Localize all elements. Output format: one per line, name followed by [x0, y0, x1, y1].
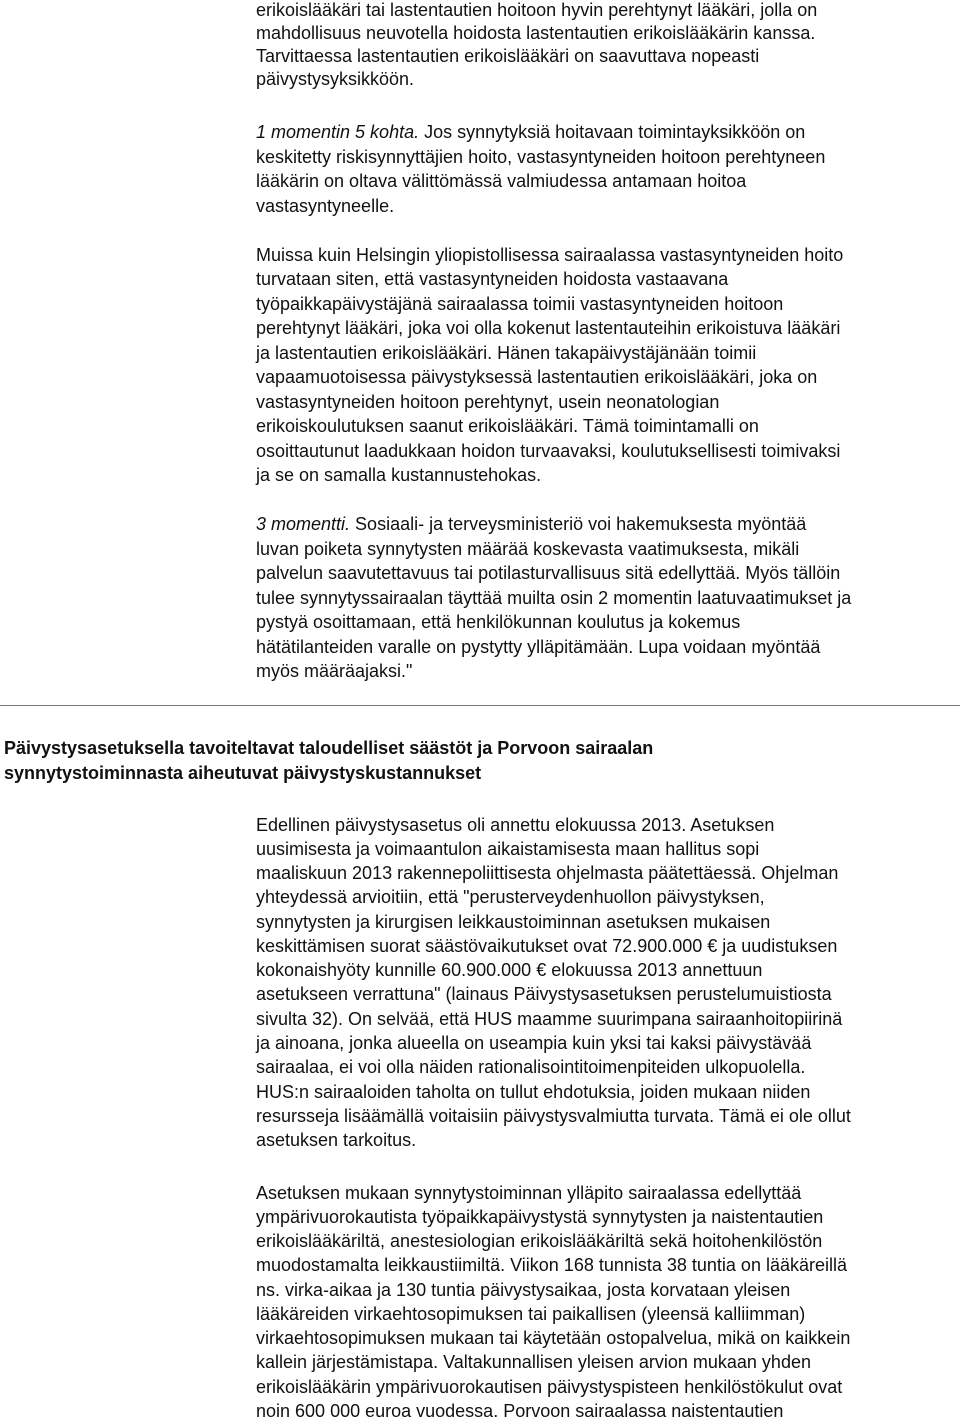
paragraph-5-line: synnytysten ja kirurgisen leikkaustoiminnan asetuksen mukaisen: [256, 912, 771, 932]
paragraph-4-line: tulee synnytyssairaalan täyttää muilta osin 2 momentin laatuvaatimukset ja: [256, 588, 852, 608]
paragraph-4-text: Sosiaali- ja terveysministeriö voi hakemuksesta myöntää: [350, 514, 807, 534]
paragraph-4-line: hätätilanteiden varalle on pystytty ylläpitämään. Lupa voidaan myöntää: [256, 637, 821, 657]
paragraph-1-line: erikoislääkäri tai lastentautien hoitoon hyvin perehtynyt lääkäri, jolla on: [256, 0, 818, 20]
paragraph-6-line: ns. virka-aikaa ja 130 tuntia päivystysaikaa, josta korvataan yleisen: [256, 1280, 791, 1300]
paragraph-3-line: ja se on samalla kustannustehokas.: [256, 465, 542, 485]
paragraph-3-line: Muissa kuin Helsingin yliopistollisessa sairaalassa vastasyntyneiden hoito: [256, 245, 844, 265]
paragraph-3-line: ja lastentautien erikoislääkäri. Hänen takapäivystäjänään toimii: [256, 343, 757, 363]
paragraph-3-line: työpaikkapäivystäjänä sairaalassa toimii vastasyntyneiden hoitoon: [256, 294, 784, 314]
paragraph-5-line: asetukseen verrattuna" (lainaus Päivystysasetuksen perustelumuistiosta: [256, 984, 832, 1004]
paragraph-6-line: muodostamalta leikkaustiimiltä. Viikon 168 tunnista 38 tuntia on lääkäreillä: [256, 1255, 848, 1275]
paragraph-5-line: sivulta 32). On selvää, että HUS maamme suurimpana sairaanhoitopiirinä: [256, 1009, 843, 1029]
paragraph-5-line: maaliskuun 2013 rakennepoliittisesta ohjelmasta päätettäessä. Ohjelman: [256, 863, 839, 883]
paragraph-4-line: [256, 513, 806, 536]
paragraph-4-line: myös määräajaksi.": [256, 661, 413, 681]
paragraph-3-line: vapaamuotoisessa päivystyksessä lastentautien erikoislääkäri, joka on: [256, 367, 818, 387]
paragraph-5-line: asetuksen tarkoitus.: [256, 1130, 417, 1150]
paragraph-6-line: erikoislääkärin ympärivuorokautisen päivystyspisteen henkilöstökulut ovat: [256, 1377, 843, 1397]
paragraph-6-line: kallein järjestämistapa. Valtakunnallisen yleisen arvion mukaan yhden: [256, 1352, 811, 1372]
paragraph-5-line: yhteydessä arvioitiin, että "perusterveydenhuollon päivystyksen,: [256, 887, 765, 907]
paragraph-1-line: Tarvittaessa lastentautien erikoislääkäri on saavuttava nopeasti: [256, 46, 760, 66]
paragraph-2-line: vastasyntyneelle.: [256, 196, 395, 216]
paragraph-5-line: Edellinen päivystysasetus oli annettu elokuussa 2013. Asetuksen: [256, 815, 775, 835]
paragraph-3-line: vastasyntyneiden hoitoon perehtynyt, usein neonatologian: [256, 392, 720, 412]
paragraph-3-line: erikoiskoulutuksen saanut erikoislääkäri. Tämä toimintamalli on: [256, 416, 759, 436]
paragraph-2-text: Jos synnytyksiä hoitavaan toimintayksikköön on: [419, 122, 806, 142]
paragraph-3-line: turvataan siten, että vastasyntyneiden hoidosta vastaavana: [256, 269, 729, 289]
section-heading-line: synnytystoiminnasta aiheutuvat päivystyskustannukset: [4, 763, 482, 783]
paragraph-4-line: palvelun saavutettavuus tai potilasturvallisuus sitä edellyttää. Myös tällöin: [256, 563, 841, 583]
section-reference: 3 momentti.: [256, 514, 351, 534]
paragraph-3-line: perehtynyt lääkäri, joka voi olla kokenut lastentauteihin erikoistuva lääkäri: [256, 318, 841, 338]
paragraph-1-line: päivystysyksikköön.: [256, 69, 415, 89]
paragraph-3-line: osoittautunut laadukkaan hoidon turvaavaksi, koulutuksellisesti toimivaksi: [256, 441, 841, 461]
paragraph-5-line: keskittämisen suorat säästövaikutukset ovat 72.900.000 € ja uudistuksen: [256, 936, 838, 956]
paragraph-5-line: sairaalaa, ei voi olla näiden rationalisointitoimenpiteiden ulkopuolella.: [256, 1057, 806, 1077]
paragraph-5-line: kokonaishyöty kunnille 60.900.000 € elokuussa 2013 annettuun: [256, 960, 763, 980]
paragraph-2-line: [256, 121, 805, 144]
paragraph-6-line: ympärivuorokautista työpaikkapäivystystä synnytysten ja naistentautien: [256, 1207, 824, 1227]
section-heading-line: Päivystysasetuksella tavoiteltavat taloudelliset säästöt ja Porvoon sairaalan: [4, 738, 654, 758]
section-reference: 1 momentin 5 kohta.: [256, 122, 420, 142]
paragraph-2-line: keskitetty riskisynnyttäjien hoito, vastasyntyneiden hoitoon perehtyneen: [256, 147, 826, 167]
paragraph-6-line: Asetuksen mukaan synnytystoiminnan ylläpito sairaalassa edellyttää: [256, 1183, 802, 1203]
paragraph-6-line: noin 600 000 euroa vuodessa. Porvoon sairaalassa naistentautien: [256, 1401, 784, 1421]
paragraph-5-line: uusimisesta ja voimaantulon aikaistamisesta maan hallitus sopi: [256, 839, 760, 859]
paragraph-6-line: virkaehtosopimuksen mukaan tai käytetään ostopalvelua, mikä on kaikkein: [256, 1328, 851, 1348]
paragraph-6-line: lääkäreiden virkaehtosopimuksen tai paikallisen (yleensä kalliimman): [256, 1304, 806, 1324]
paragraph-4-line: pystyä osoittamaan, että henkilökunnan koulutus ja kokemus: [256, 612, 741, 632]
section-divider: [0, 705, 960, 706]
paragraph-4-line: luvan poiketa synnytysten määrää koskevasta vaatimuksesta, mikäli: [256, 539, 800, 559]
paragraph-5-line: ja ainoana, jonka alueella on useampia kuin yksi tai kaksi päivystävää: [256, 1033, 812, 1053]
paragraph-5-line: HUS:n sairaaloiden taholta on tullut ehdotuksia, joiden mukaan niiden: [256, 1082, 811, 1102]
paragraph-2-line: lääkärin on oltava välittömässä valmiudessa antamaan hoitoa: [256, 171, 747, 191]
paragraph-6-line: erikoislääkäriltä, anestesiologian erikoislääkäriltä sekä hoitohenkilöstön: [256, 1231, 823, 1251]
paragraph-5-line: resursseja lisäämällä voitaisiin päivystysvalmiutta turvata. Tämä ei ole ollut: [256, 1106, 851, 1126]
paragraph-1-line: mahdollisuus neuvotella hoidosta lastentautien erikoislääkärin kanssa.: [256, 23, 816, 43]
